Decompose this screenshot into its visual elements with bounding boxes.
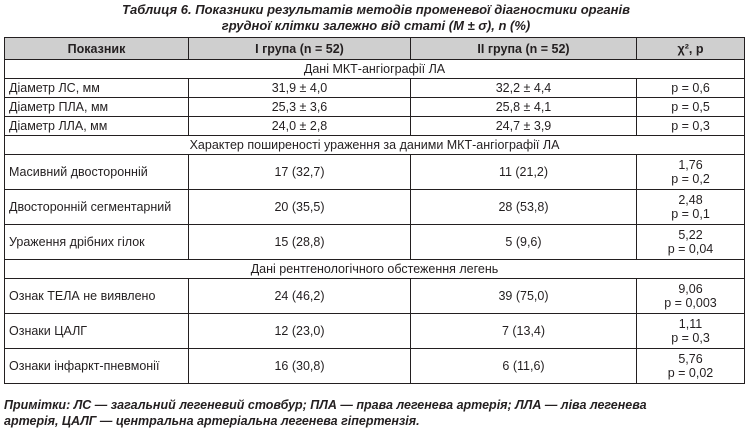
p-value: p = 0,2 xyxy=(671,172,710,186)
chi-p-cell xyxy=(637,117,745,136)
table-row xyxy=(5,155,745,190)
chi-square-value: 2,48 xyxy=(678,193,703,207)
results-table xyxy=(4,37,745,384)
chi-p-cell xyxy=(637,98,745,117)
p-value: p = 0,5 xyxy=(671,100,710,114)
chi-p-cell xyxy=(637,79,745,98)
group-2-value: 32,2 ± 4,4 xyxy=(411,79,637,98)
row-label: Ознаки ЦАЛГ xyxy=(5,314,189,349)
row-label: Діаметр ПЛА, мм xyxy=(5,98,189,117)
group-1-value: 16 (30,8) xyxy=(189,349,411,384)
group-2-value: 6 (11,6) xyxy=(411,349,637,384)
row-label: Масивний двосторонній xyxy=(5,155,189,190)
header-indicator: Показник xyxy=(5,38,189,60)
chi-square-value: 5,22 xyxy=(678,228,703,242)
group-2-value: 7 (13,4) xyxy=(411,314,637,349)
row-label: Діаметр ЛС, мм xyxy=(5,79,189,98)
section-title: Характер поширеності ураження за даними МКТ-ангіографії ЛА xyxy=(5,136,745,155)
table-header-row xyxy=(5,38,745,60)
group-2-value: 11 (21,2) xyxy=(411,155,637,190)
group-1-value: 17 (32,7) xyxy=(189,155,411,190)
chi-p-cell xyxy=(637,225,745,260)
table-row xyxy=(5,314,745,349)
chi-square-value: 1,76 xyxy=(678,158,703,172)
table-body xyxy=(5,60,745,384)
row-label: Двосторонній сегментарний xyxy=(5,190,189,225)
section-row xyxy=(5,136,745,155)
table-row xyxy=(5,225,745,260)
section-row xyxy=(5,260,745,279)
p-value: p = 0,3 xyxy=(671,119,710,133)
header-chi-p: χ², p xyxy=(637,38,745,60)
group-2-value: 5 (9,6) xyxy=(411,225,637,260)
chi-p-cell xyxy=(637,314,745,349)
group-2-value: 24,7 ± 3,9 xyxy=(411,117,637,136)
p-value: p = 0,3 xyxy=(671,331,710,345)
table-notes xyxy=(4,397,748,429)
caption-line-2: грудної клітки залежно від статі (M ± σ), n (%) xyxy=(221,18,531,33)
chi-square-value: 5,76 xyxy=(678,352,703,366)
caption-line-1: Таблиця 6. Показники результатів методів променевої діагностики органів xyxy=(122,2,630,17)
group-1-value: 24,0 ± 2,8 xyxy=(189,117,411,136)
chi-p-cell xyxy=(637,190,745,225)
p-value: p = 0,02 xyxy=(667,366,714,380)
row-label: Ознак ТЕЛА не виявлено xyxy=(5,279,189,314)
group-1-value: 15 (28,8) xyxy=(189,225,411,260)
row-label: Діаметр ЛЛА, мм xyxy=(5,117,189,136)
group-2-value: 39 (75,0) xyxy=(411,279,637,314)
table-row xyxy=(5,190,745,225)
table-row xyxy=(5,279,745,314)
p-value: p = 0,04 xyxy=(667,242,714,256)
table-row xyxy=(5,98,745,117)
group-1-value: 31,9 ± 4,0 xyxy=(189,79,411,98)
section-row xyxy=(5,60,745,79)
group-2-value: 25,8 ± 4,1 xyxy=(411,98,637,117)
group-2-value: 28 (53,8) xyxy=(411,190,637,225)
chi-p-cell xyxy=(637,279,745,314)
table-row xyxy=(5,349,745,384)
group-1-value: 12 (23,0) xyxy=(189,314,411,349)
group-1-value: 25,3 ± 3,6 xyxy=(189,98,411,117)
row-label: Ознаки інфаркт-пневмонії xyxy=(5,349,189,384)
p-value: p = 0,003 xyxy=(664,296,717,310)
chi-square-value: 9,06 xyxy=(678,282,703,296)
section-title: Дані рентгенологічного обстеження легень xyxy=(5,260,745,279)
p-value: p = 0,1 xyxy=(671,207,710,221)
table-caption xyxy=(0,2,752,34)
chi-square-value: 1,11 xyxy=(678,317,703,331)
group-1-value: 20 (35,5) xyxy=(189,190,411,225)
header-group-2: II група (n = 52) xyxy=(411,38,637,60)
notes-line-1: Примітки: ЛС — загальний легеневий стовбур; ПЛА — права легенева артерія; ЛЛА — ліва легенева xyxy=(4,398,647,412)
group-1-value: 24 (46,2) xyxy=(189,279,411,314)
chi-p-cell xyxy=(637,349,745,384)
chi-p-cell xyxy=(637,155,745,190)
section-title: Дані МКТ-ангіографії ЛА xyxy=(5,60,745,79)
row-label: Ураження дрібних гілок xyxy=(5,225,189,260)
table-row xyxy=(5,79,745,98)
table-row xyxy=(5,117,745,136)
p-value: p = 0,6 xyxy=(671,81,710,95)
header-group-1: I група (n = 52) xyxy=(189,38,411,60)
notes-line-2: артерія, ЦАЛГ — центральна артеріальна легенева гіпертензія. xyxy=(4,414,420,428)
